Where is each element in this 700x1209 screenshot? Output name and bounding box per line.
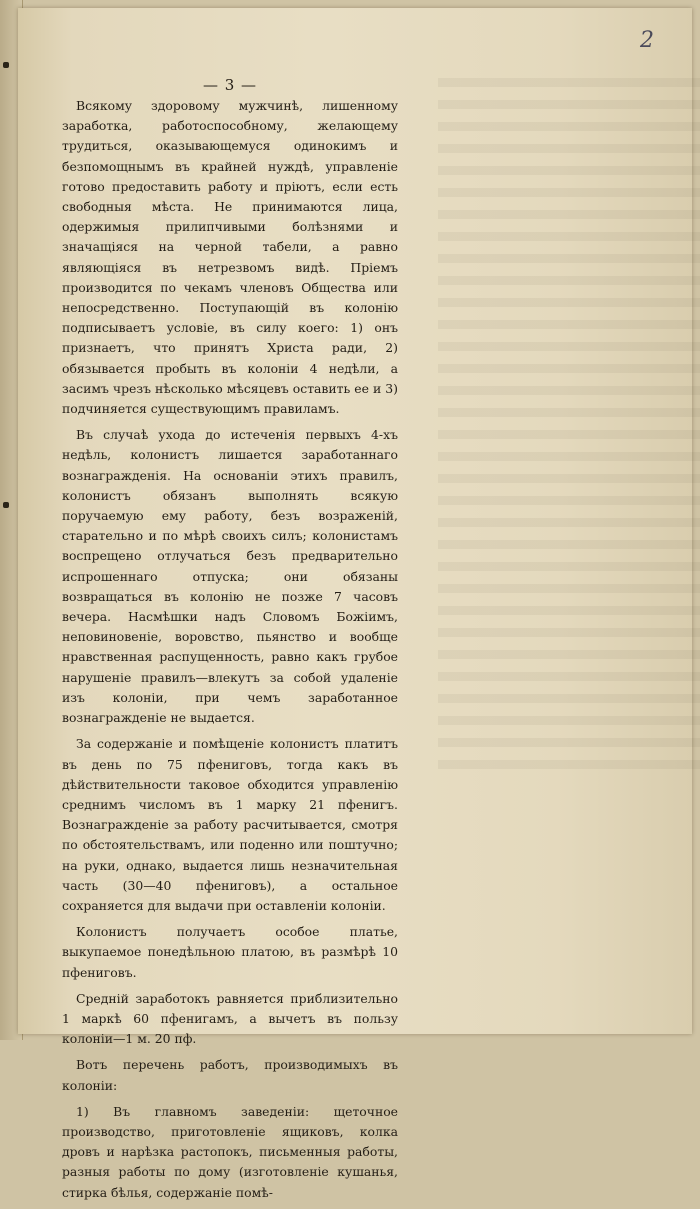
page-number: — 3 — <box>202 76 258 94</box>
paragraph: Средній заработокъ равняется приблизительно 1 маркѣ 60 пфенигамъ, а вычетъ въ пользу колоніи—1 м. 20 пф. <box>62 990 398 1047</box>
sheet-number: 2 <box>640 28 654 53</box>
show-through-text <box>438 78 700 778</box>
binding-hole <box>3 62 9 68</box>
binding-hole <box>3 502 9 508</box>
paragraph: Колонистъ получаетъ особое платье, выкупаемое понедѣльною платою, въ размѣрѣ 10 пфениговъ. <box>62 924 398 980</box>
list-item: 1) Въ главномъ заведеніи: щеточное производство, приготовленіе ящиковъ, колка дровъ и нарѣзка растопокъ, письменныя работы, разныя работы по дому (изготовленіе кушанья, стирка бѣлья, содержаніе помѣ- <box>62 1103 398 1200</box>
paragraph: Въ случаѣ ухода до истеченія первыхъ 4-хъ недѣль, колонистъ лишается заработаннаго вознагражденія. На основаніи этихъ правилъ, колонистъ обязанъ выполнять всякую поручаемую ему работу, безъ возраженій, старательно и по мѣрѣ своихъ силъ; колонистамъ воспрещено отлучаться безъ предварительно испрошеннаго отпуска; они обязаны возвращаться въ колонію не позже 7 часовъ вечера. Насмѣшки надъ Словомъ Божіимъ, неповиновеніе, воровство, пьянство и вообще нравственная распущенность, равно какъ грубое нарушеніе правилъ—влекутъ за собой удаленіе изъ колоніи, при чемъ заработанное вознагражденіе не выдается. <box>62 427 398 726</box>
body-text <box>62 96 398 1209</box>
paragraph: Вотъ перечень работъ, производимыхъ въ колоніи: <box>62 1057 398 1093</box>
paragraph: Всякому здоровому мужчинѣ, лишенному заработка, работоспособному, желающему трудиться, оказывающемуся одинокимъ и безпомощнымъ въ крайней нуждѣ, управленіе готово предоставить работу и пріютъ, если есть свободныя мѣста. Не принимаются лица, одержимыя прилипчивыми болѣзнями и значащіяся на черной табели, а равно являющіяся въ нетрезвомъ видѣ. Пріемъ производится по чекамъ членовъ Общества или непосредственно. Поступающій въ колонію подписываетъ условіе, въ силу коего: 1) онъ признаетъ, что принятъ Христа ради, 2) обязывается пробыть въ колоніи 4 недѣли, а засимъ чрезъ нѣсколько мѣсяцевъ оставить ее и 3) подчиняется существующимъ правиламъ. <box>62 98 398 417</box>
paragraph: За содержаніе и помѣщеніе колонистъ платитъ въ день по 75 пфениговъ, тогда какъ въ дѣйствительности таковое обходится управленію среднимъ числомъ въ 1 марку 21 пфенигъ. Вознагражденіе за работу расчитывается, смотря по обстоятельствамъ, или поденно или поштучно; на руки, однако, выдается лишь незначительная часть (30—40 пфениговъ), а остальное сохраняется для выдачи при оставленіи колоніи. <box>62 736 398 913</box>
